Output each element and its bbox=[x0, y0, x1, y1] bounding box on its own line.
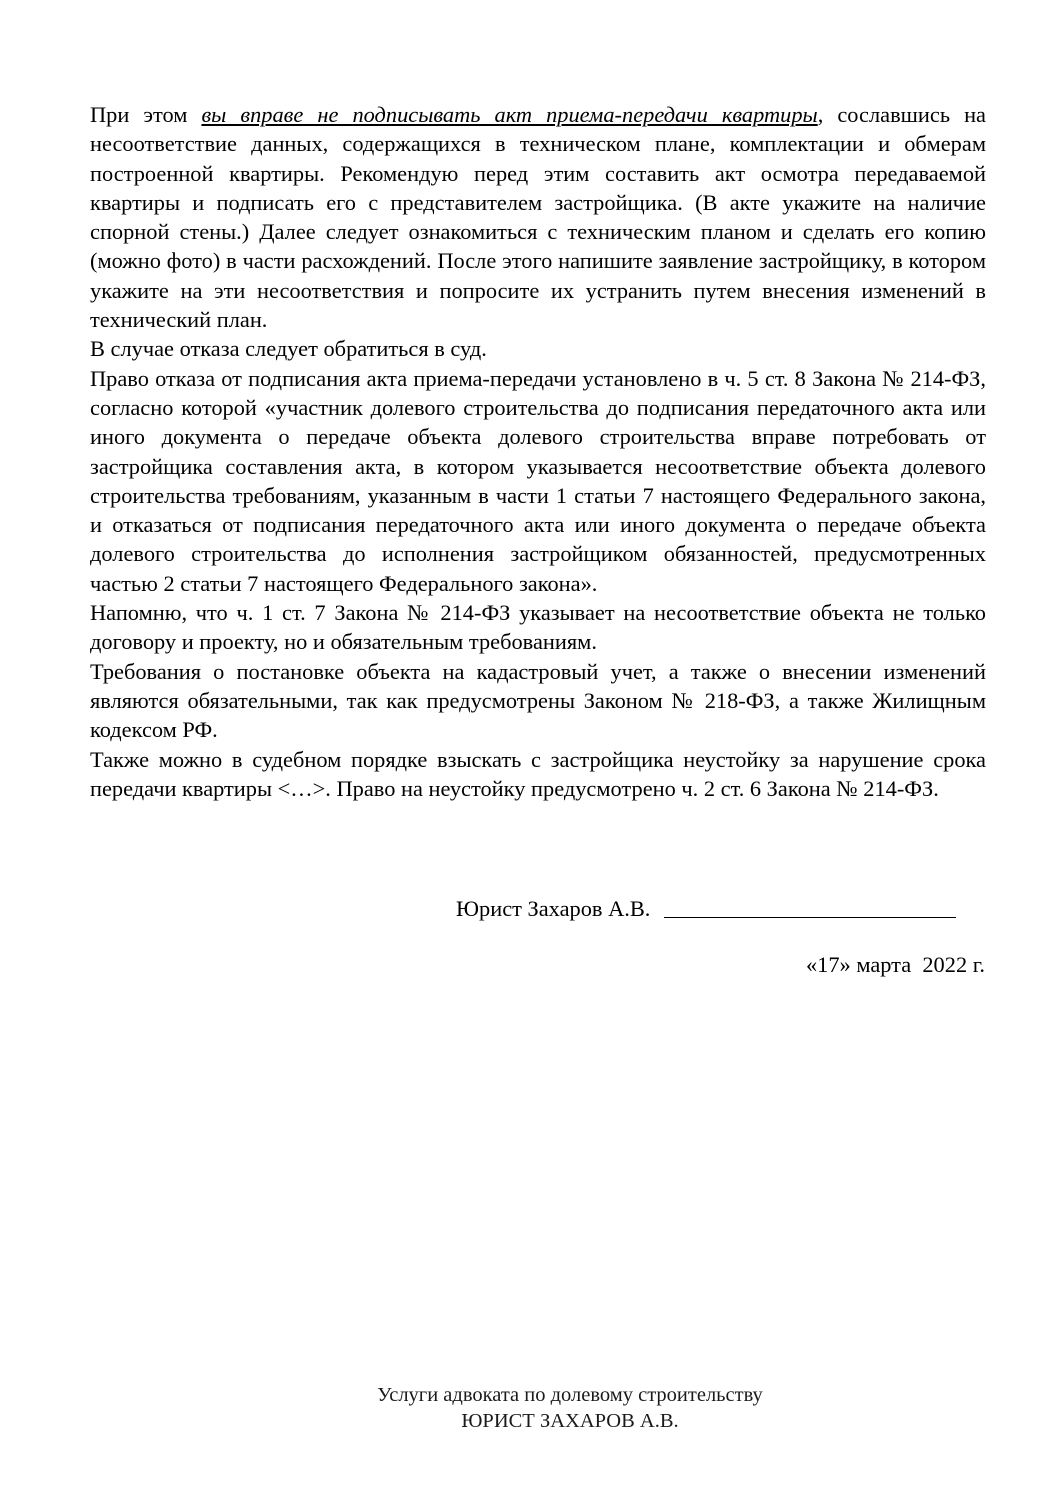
document-date: «17» марта 2022 г. bbox=[805, 952, 985, 977]
signature-block bbox=[456, 894, 986, 923]
paragraph-law-quote: Право отказа от подписания акта приема-передачи установлено в ч. 5 ст. 8 Закона № 214-ФЗ, согласно которой «участник долевого строительства до подписания передаточного акта или иного документа о передаче объекта долевого строительства вправе потребовать от застройщика составления акта, в котором указывается несоответствие объекта долевого строительства требованиям, указанным в части 1 статьи 7 настоящего Федерального закона, и отказаться от подписания передаточного акта или иного документа о передаче объекта долевого строительства до исполнения застройщиком обязанностей, предусмотренных частью 2 статьи 7 настоящего Федерального закона». bbox=[90, 365, 986, 596]
paragraph-court: В случае отказа следует обратиться в суд. bbox=[90, 336, 487, 362]
signer-name: Юрист Захаров А.В. bbox=[456, 896, 651, 921]
footer-author: ЮРИСТ ЗАХАРОВ А.В. bbox=[461, 1410, 679, 1432]
paragraph-rights bbox=[90, 100, 986, 334]
paragraph-reminder: Напомню, что ч. 1 ст. 7 Закона № 214-ФЗ указывает на несоответствие объекта не только договору и проекту, но и обязательным требованиям. bbox=[90, 600, 986, 655]
page-footer bbox=[270, 1382, 870, 1434]
paragraph-requirements: Требования о постановке объекта на кадастровый учет, а также о внесении изменений являются обязательными, так как предусмотрены Законом № 218-ФЗ, а также Жилищным кодексом РФ. bbox=[90, 658, 986, 743]
paragraph-rights-rest: , сославшись на несоответствие данных, содержащихся в техническом плане, комплектации и обмерам построенной квартиры. Рекомендую перед этим составить акт осмотра передаваемой квартиры и подписать его с представителем застройщика. (В акте укажите на наличие спорной стены.) Далее следует ознакомиться с техническим планом и сделать его копию (можно фото) в части расхождений. После этого напишите заявление застройщику, в котором укажите на эти несоответствия и попросите их устранить путем внесения изменений в технический план. bbox=[90, 102, 986, 333]
paragraph-rights-lead: При этом bbox=[90, 102, 202, 127]
footer-services: Услуги адвоката по долевому строительству bbox=[377, 1384, 763, 1406]
letter-body bbox=[90, 100, 986, 803]
emphasized-right: вы вправе не подписывать акт приема-передачи квартиры bbox=[201, 102, 818, 127]
paragraph-penalty: Также можно в судебном порядке взыскать с застройщика неустойку за нарушение срока передачи квартиры <…>. Право на неустойку предусмотрено ч. 2 ст. 6 Закона № 214-ФЗ. bbox=[90, 746, 986, 801]
signature-line bbox=[664, 917, 956, 918]
